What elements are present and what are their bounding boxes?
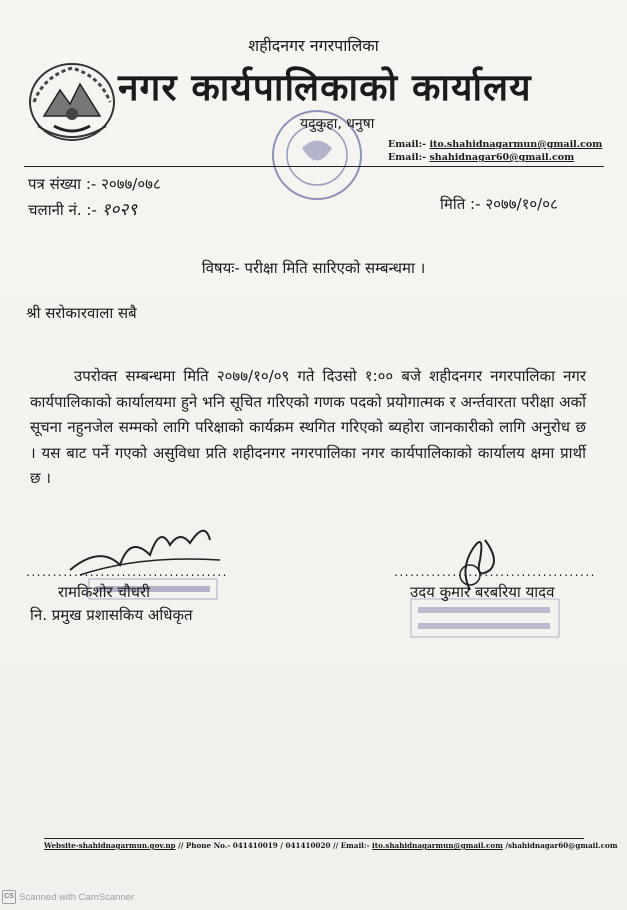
municipality-name: शहीदनगर नगरपालिका [248,36,379,55]
email-label: Email:- [388,139,427,150]
left-signatory-name: रामकिशोर चौधरी [58,583,151,601]
office-title: नगर कार्यपालिकाको कार्यालय [118,66,532,109]
footer-phone: // Phone No.- 041410019 / 041410020 // Email:- [175,841,373,850]
date-label: मिति :- [440,195,481,213]
footer-contact [44,841,618,850]
footer-divider [44,838,584,839]
right-signatory-name: उदय कुमार बरबरिया यादव [410,583,555,601]
letter-subject: विषयः- परीक्षा मिति सारिएको सम्बन्धमा । [201,259,426,277]
footer-email-1[interactable]: ito.shahidnagarmun@gmail.com [372,841,503,850]
dispatch-number [28,197,137,220]
reference-value: २०७७/०७८ [101,175,161,193]
email-address[interactable]: shahidnagar60@gmail.com [429,152,575,163]
email-line-1 [388,139,602,150]
date-value: २०७७/१०/०८ [485,195,558,213]
nepal-emblem-icon [24,56,120,146]
reference-number [28,174,161,194]
footer-email-2[interactable]: /shahidnagar60@gmail.com [502,841,618,850]
letter-body-text: उपरोक्त सम्बन्धमा मिति २०७७/१०/०९ गते दिउसो १:०० बजे शहीदनगर नगरपालिका नगर कार्यपालिकाको कार्यालयमा हुने भनि सूचित गरिएको गणक पदको प्रयोगात्मक र अर्न्तवारता परीक्षा अर्को सूचना नहुनजेल सम्मको लागि परिक्षाको कार्यक्रम स्थगित गरिएको ब्यहोरा जानकारीको लागि अनुरोध छ । यस बाट पर्ने गएको असुविधा प्रति शहीदनगर नगरपालिका नगर कार्यपालिकाको कार्यालय क्षमा प्रार्थी छ । [30,367,586,487]
left-signatory-title: नि. प्रमुख प्रशासकिय अधिकृत [30,606,193,624]
letter-body [30,364,586,492]
header-divider [24,166,604,167]
scanner-watermark [2,890,134,904]
email-label: Email:- [388,152,427,163]
watermark-text: Scanned with CamScanner [19,891,135,903]
office-address: यदुकुहा, धनुषा [300,116,375,132]
footer-website[interactable]: Website-shahidnagarmun.gov.np [44,841,176,850]
dispatch-label: चलानी नं. :- [28,201,97,219]
reference-label: पत्र संख्या :- [28,175,97,193]
letter-recipient: श्री सरोकारवाला सबै [26,304,137,322]
right-signature-line: ...................................... [394,565,596,579]
dispatch-value: १०२९ [101,200,138,220]
email-line-2 [388,152,574,163]
email-address[interactable]: ito.shahidnagarmun@gmail.com [429,139,603,150]
left-signature-line: ...................................... [26,565,228,579]
camscanner-logo-icon: CS [2,890,16,904]
letter-date [440,194,558,214]
right-designation-stamp-icon [410,598,560,638]
